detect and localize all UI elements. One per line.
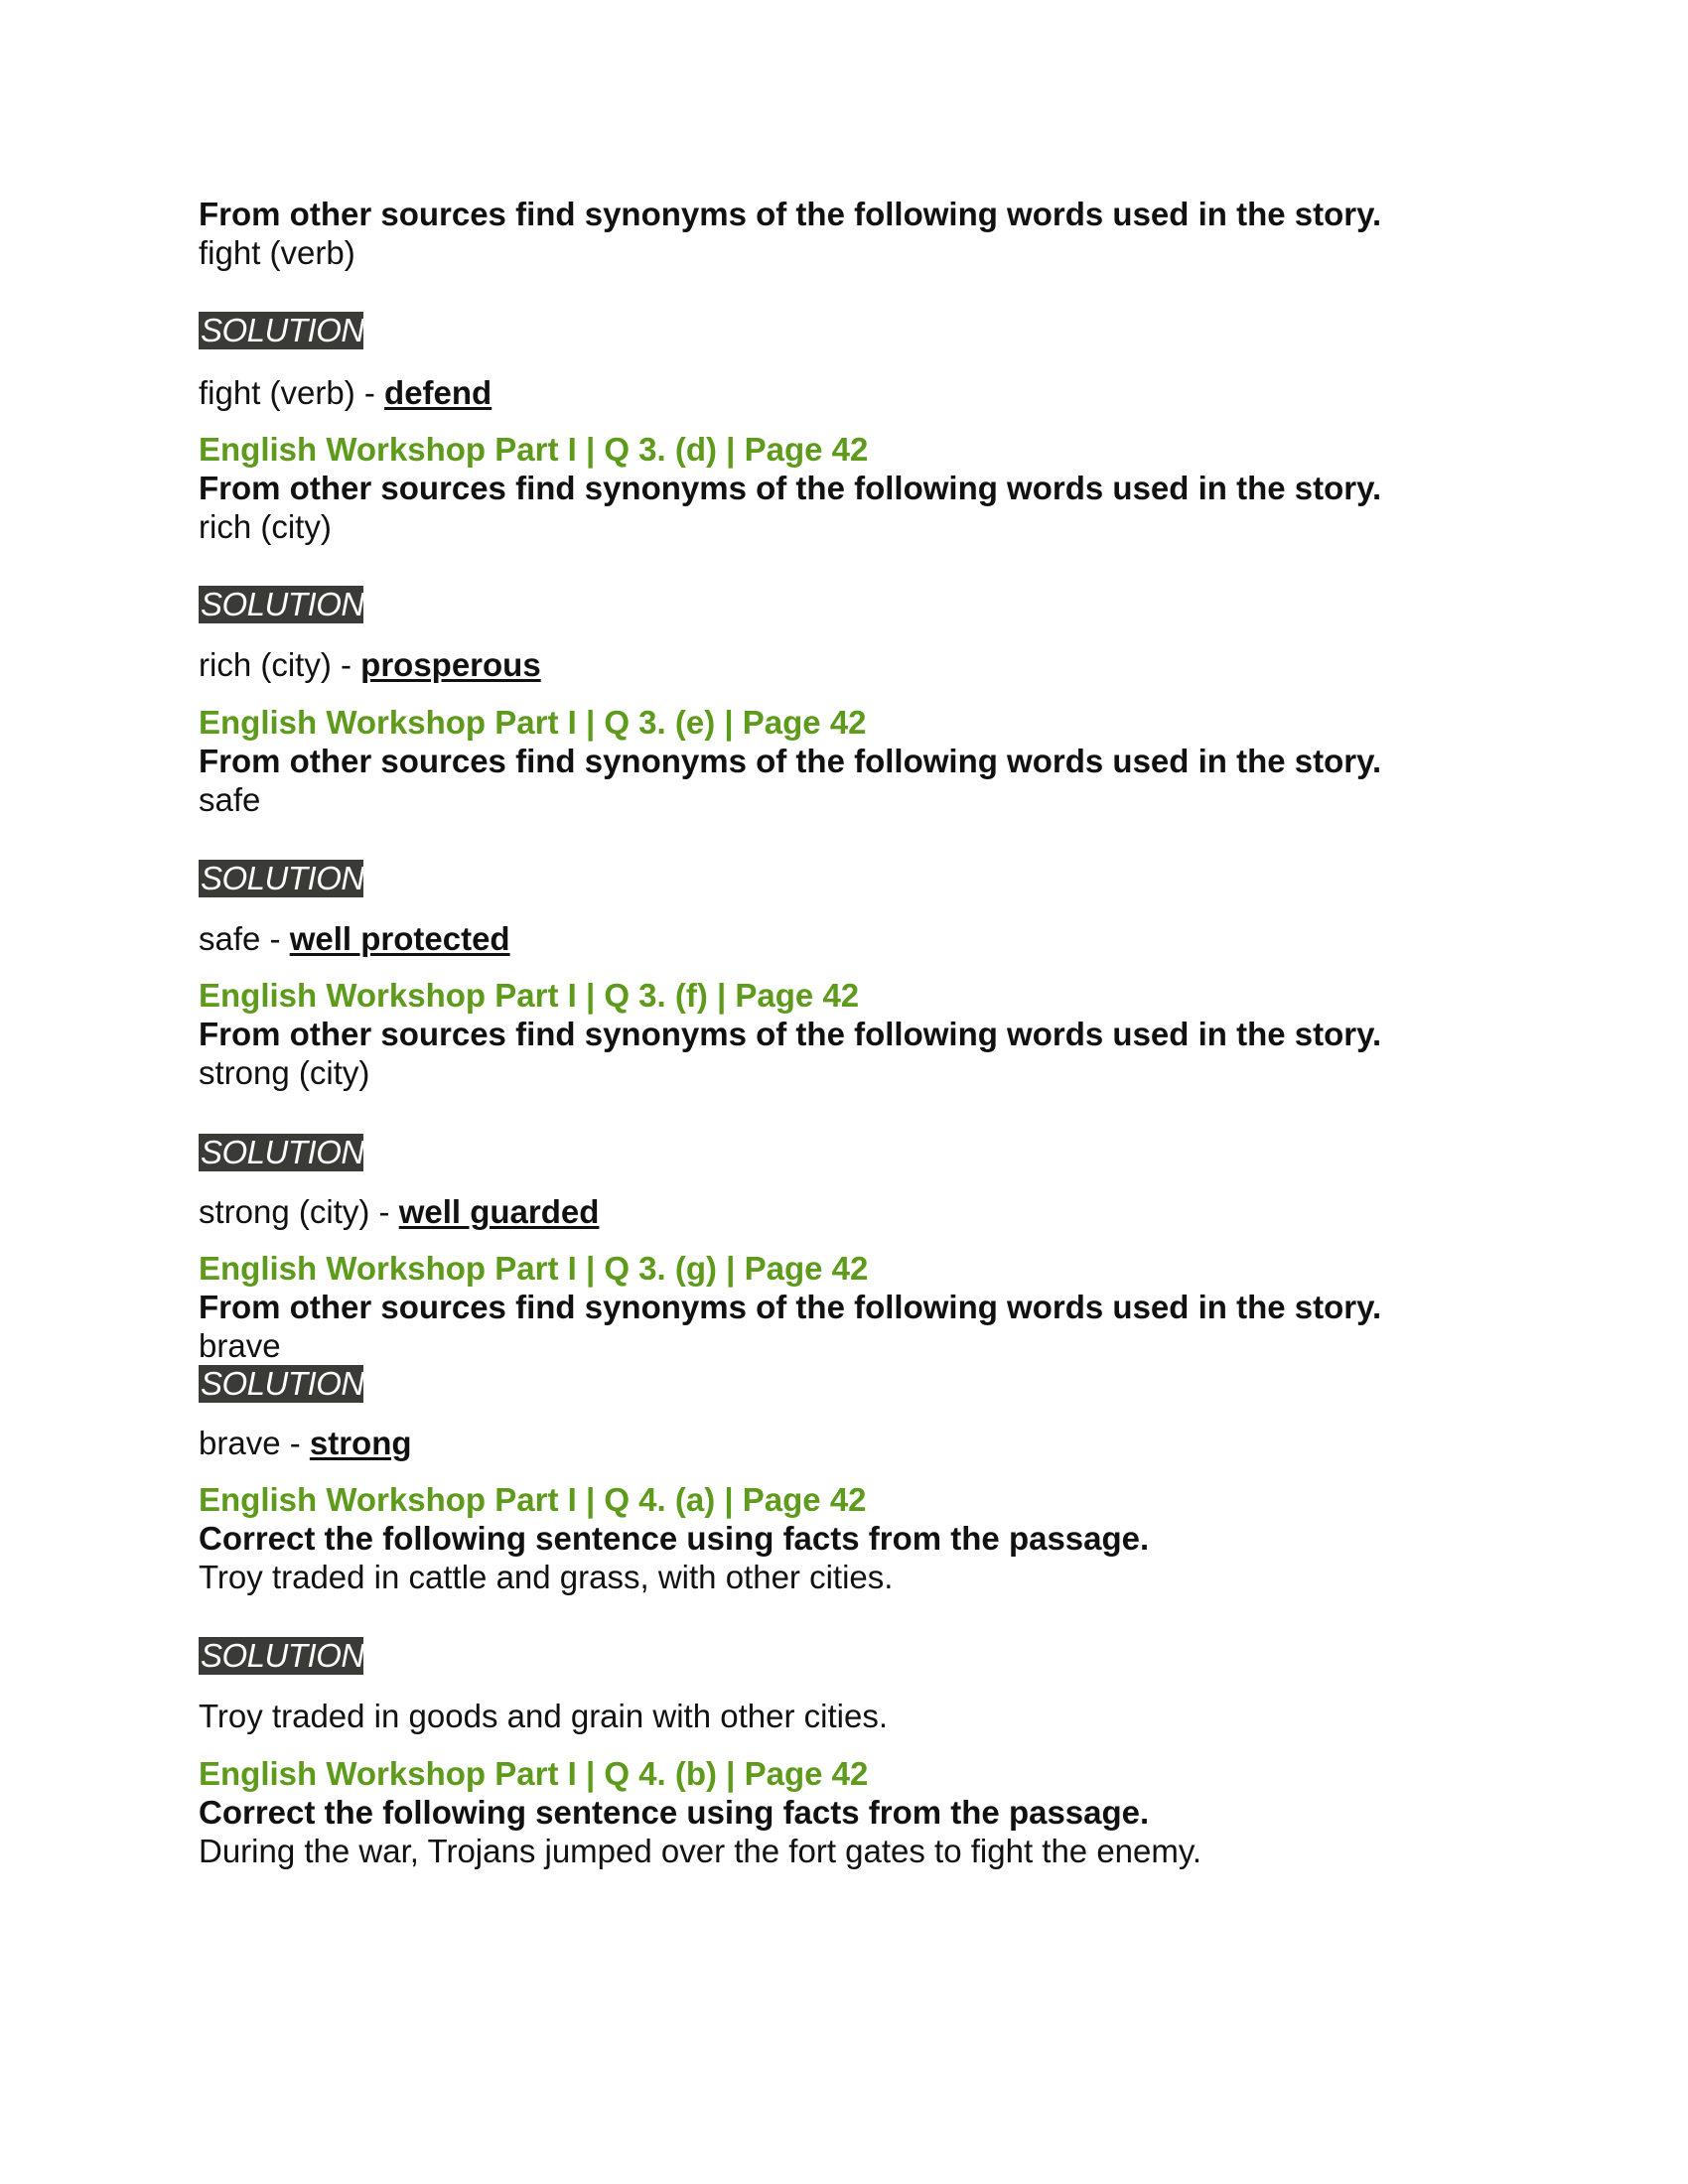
solution-badge: SOLUTION (201, 1134, 364, 1170)
question-word: During the war, Trojans jumped over the fort gates to fight the enemy. (199, 1833, 1202, 1869)
question-text: Correct the following sentence using facts from the passage. (199, 1794, 1150, 1831)
answer-line (199, 1697, 888, 1735)
question-word: strong (city) (199, 1054, 370, 1091)
question-block-3e (199, 703, 1382, 957)
answer-line (199, 1424, 412, 1462)
question-heading: English Workshop Part I | Q 3. (e) | Page 42 (199, 704, 867, 741)
answer-line (199, 645, 541, 684)
question-block-3g (199, 1249, 1382, 1461)
question-word: Troy traded in cattle and grass, with other cities. (199, 1559, 894, 1595)
question-text: Correct the following sentence using facts from the passage. (199, 1520, 1150, 1557)
answer-prefix: fight (verb) - (199, 374, 385, 411)
question-text: From other sources find synonyms of the following words used in the story. (199, 1289, 1382, 1325)
answer-line (199, 373, 492, 412)
answer-line (199, 919, 510, 958)
answer-prefix: strong (city) - (199, 1193, 399, 1230)
question-block-4b (199, 1754, 1201, 1870)
question-word: fight (verb) (199, 234, 355, 271)
question-word: safe (199, 781, 261, 818)
solution-badge: SOLUTION (201, 1365, 364, 1402)
solution-badge: SOLUTION (201, 312, 364, 348)
solution-badge: SOLUTION (201, 586, 364, 622)
question-block-fight (199, 195, 1382, 411)
answer-line (199, 1192, 599, 1231)
question-block-4a (199, 1480, 1150, 1734)
question-heading: English Workshop Part I | Q 4. (b) | Page 42 (199, 1755, 869, 1792)
question-heading: English Workshop Part I | Q 3. (d) | Page 42 (199, 431, 869, 468)
question-word: brave (199, 1327, 281, 1364)
question-block-3f (199, 976, 1382, 1230)
question-heading: English Workshop Part I | Q 3. (f) | Page 42 (199, 977, 860, 1014)
question-text: From other sources find synonyms of the following words used in the story. (199, 743, 1382, 779)
answer-prefix: rich (city) - (199, 646, 361, 683)
question-text: From other sources find synonyms of the following words used in the story. (199, 196, 1382, 232)
solution-badge: SOLUTION (201, 860, 364, 896)
question-block-3d (199, 430, 1382, 683)
question-heading: English Workshop Part I | Q 4. (a) | Page 42 (199, 1481, 867, 1518)
answer-text: well guarded (398, 1193, 600, 1230)
answer-prefix: Troy traded in goods and grain with other cities. (199, 1698, 888, 1734)
answer-prefix: brave - (199, 1425, 310, 1461)
question-heading: English Workshop Part I | Q 3. (g) | Page 42 (199, 1250, 869, 1287)
question-text: From other sources find synonyms of the following words used in the story. (199, 470, 1382, 506)
question-text: From other sources find synonyms of the following words used in the story. (199, 1016, 1382, 1052)
question-word: rich (city) (199, 508, 332, 545)
answer-text: strong (309, 1425, 412, 1461)
answer-text: prosperous (360, 646, 541, 683)
answer-text: defend (384, 374, 492, 411)
solution-badge: SOLUTION (201, 1637, 364, 1674)
answer-text: well protected (289, 920, 510, 957)
answer-prefix: safe - (199, 920, 290, 957)
